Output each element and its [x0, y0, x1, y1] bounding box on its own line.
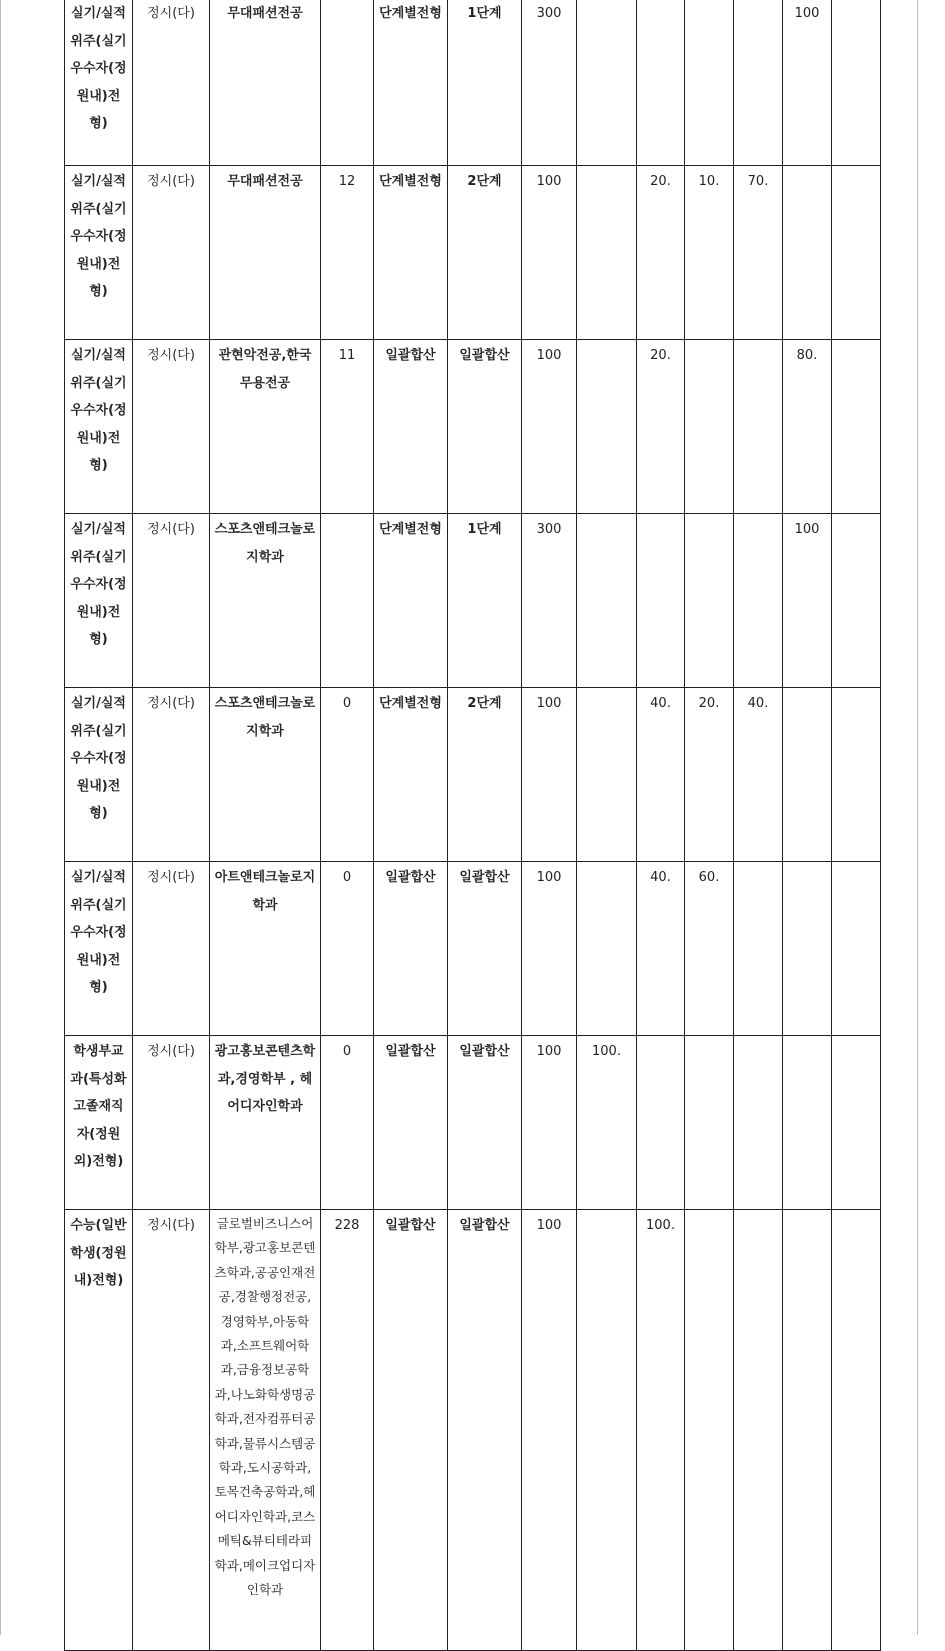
table-row [65, 688, 881, 862]
cell-score-5 [783, 1210, 832, 1651]
cell-score-2: 20. [637, 340, 685, 514]
cell-score-1: 100. [577, 1036, 637, 1210]
cell-admission-type: 실기/실적위주(실기우수자(정원내)전형) [65, 166, 133, 340]
cell-department: 광고홍보콘텐츠학과,경영학부 , 헤어디자인학과 [210, 1036, 321, 1210]
cell-score-3 [685, 514, 734, 688]
cell-quota: 0 [321, 688, 374, 862]
cell-admission-type: 실기/실적위주(실기우수자(정원내)전형) [65, 340, 133, 514]
cell-selection-method: 일괄합산 [374, 862, 448, 1036]
cell-admission-type: 실기/실적위주(실기우수자(정원내)전형) [65, 514, 133, 688]
cell-department: 아트앤테크놀로지학과 [210, 862, 321, 1036]
cell-score-6 [832, 862, 881, 1036]
cell-quota [321, 514, 374, 688]
cell-admission-type: 실기/실적위주(실기우수자(정원내)전형) [65, 0, 133, 166]
cell-score-5 [783, 1036, 832, 1210]
cell-quota: 228 [321, 1210, 374, 1651]
cell-score-6 [832, 166, 881, 340]
cell-total-score: 100 [522, 862, 577, 1036]
cell-selection-method: 단계별전형 [374, 688, 448, 862]
table-row [65, 1036, 881, 1210]
cell-total-score: 100 [522, 340, 577, 514]
cell-selection-method: 단계별전형 [374, 0, 448, 166]
cell-score-6 [832, 1036, 881, 1210]
cell-score-2 [637, 514, 685, 688]
cell-score-5: 100 [783, 514, 832, 688]
table-row [65, 862, 881, 1036]
cell-total-score: 300 [522, 514, 577, 688]
cell-total-score: 100 [522, 1210, 577, 1651]
cell-score-1 [577, 514, 637, 688]
cell-score-3 [685, 1210, 734, 1651]
cell-quota: 12 [321, 166, 374, 340]
cell-stage: 1단계 [448, 514, 522, 688]
cell-period: 정시(다) [133, 340, 210, 514]
cell-score-5 [783, 688, 832, 862]
cell-admission-type: 학생부교과(특성화고졸재직자(정원외)전형) [65, 1036, 133, 1210]
cell-period: 정시(다) [133, 688, 210, 862]
cell-score-2 [637, 0, 685, 166]
cell-stage: 일괄합산 [448, 862, 522, 1036]
cell-score-6 [832, 0, 881, 166]
cell-period: 정시(다) [133, 514, 210, 688]
cell-score-2: 40. [637, 688, 685, 862]
cell-quota: 0 [321, 1036, 374, 1210]
cell-score-4 [734, 862, 783, 1036]
cell-score-1 [577, 0, 637, 166]
cell-score-2: 40. [637, 862, 685, 1036]
cell-score-1 [577, 340, 637, 514]
cell-department: 무대패션전공 [210, 0, 321, 166]
cell-period: 정시(다) [133, 1210, 210, 1651]
cell-admission-type: 실기/실적위주(실기우수자(정원내)전형) [65, 862, 133, 1036]
table-row [65, 340, 881, 514]
cell-score-6 [832, 514, 881, 688]
cell-score-3 [685, 340, 734, 514]
cell-department: 스포츠앤테크놀로지학과 [210, 688, 321, 862]
cell-selection-method: 일괄합산 [374, 1036, 448, 1210]
cell-score-1 [577, 166, 637, 340]
cell-score-6 [832, 1210, 881, 1651]
table-row [65, 0, 881, 166]
cell-period: 정시(다) [133, 0, 210, 166]
cell-department: 스포츠앤테크놀로지학과 [210, 514, 321, 688]
cell-period: 정시(다) [133, 862, 210, 1036]
cell-score-2 [637, 1036, 685, 1210]
cell-selection-method: 단계별전형 [374, 514, 448, 688]
cell-period: 정시(다) [133, 1036, 210, 1210]
table-row [65, 514, 881, 688]
cell-selection-method: 일괄합산 [374, 340, 448, 514]
cell-selection-method: 일괄합산 [374, 1210, 448, 1651]
cell-quota: 11 [321, 340, 374, 514]
cell-score-1 [577, 688, 637, 862]
cell-score-3 [685, 0, 734, 166]
cell-score-5 [783, 166, 832, 340]
cell-admission-type: 수능(일반학생(정원내)전형) [65, 1210, 133, 1651]
cell-score-2: 100. [637, 1210, 685, 1651]
cell-department: 관현악전공,한국무용전공 [210, 340, 321, 514]
cell-score-4: 40. [734, 688, 783, 862]
cell-score-4 [734, 0, 783, 166]
cell-score-2: 20. [637, 166, 685, 340]
cell-stage: 일괄합산 [448, 1036, 522, 1210]
cell-score-4: 70. [734, 166, 783, 340]
cell-score-4 [734, 1036, 783, 1210]
cell-score-5 [783, 862, 832, 1036]
table-row [65, 1210, 881, 1651]
cell-score-3: 60. [685, 862, 734, 1036]
cell-stage: 일괄합산 [448, 340, 522, 514]
cell-total-score: 100 [522, 688, 577, 862]
cell-stage: 일괄합산 [448, 1210, 522, 1651]
cell-score-3 [685, 1036, 734, 1210]
cell-score-5: 80. [783, 340, 832, 514]
cell-total-score: 300 [522, 0, 577, 166]
cell-score-3: 10. [685, 166, 734, 340]
cell-stage: 1단계 [448, 0, 522, 166]
cell-score-1 [577, 1210, 637, 1651]
cell-department: 무대패션전공 [210, 166, 321, 340]
cell-score-5: 100 [783, 0, 832, 166]
cell-score-3: 20. [685, 688, 734, 862]
cell-period: 정시(다) [133, 166, 210, 340]
cell-score-1 [577, 862, 637, 1036]
cell-admission-type: 실기/실적위주(실기우수자(정원내)전형) [65, 688, 133, 862]
cell-score-4 [734, 340, 783, 514]
table-row [65, 166, 881, 340]
cell-score-6 [832, 340, 881, 514]
cell-stage: 2단계 [448, 166, 522, 340]
cell-score-6 [832, 688, 881, 862]
cell-total-score: 100 [522, 166, 577, 340]
cell-selection-method: 단계별전형 [374, 166, 448, 340]
cell-score-4 [734, 514, 783, 688]
cell-department: 글로벌비즈니스어학부,광고홍보콘텐츠학과,공공인재전공,경찰행정전공,경영학부,아동학과,소프트웨어학과,금융정보공학과,나노화학생명공학과,전자컴퓨터공학과,물류시스템공학과,도시공학과,토목건축공학과,헤어디자인학과,코스메틱&뷰티테라피학과,메이크업디자인학과 [210, 1210, 321, 1651]
admission-table [64, 0, 881, 1651]
cell-quota: 0 [321, 862, 374, 1036]
cell-quota [321, 0, 374, 166]
cell-total-score: 100 [522, 1036, 577, 1210]
cell-score-4 [734, 1210, 783, 1651]
cell-stage: 2단계 [448, 688, 522, 862]
